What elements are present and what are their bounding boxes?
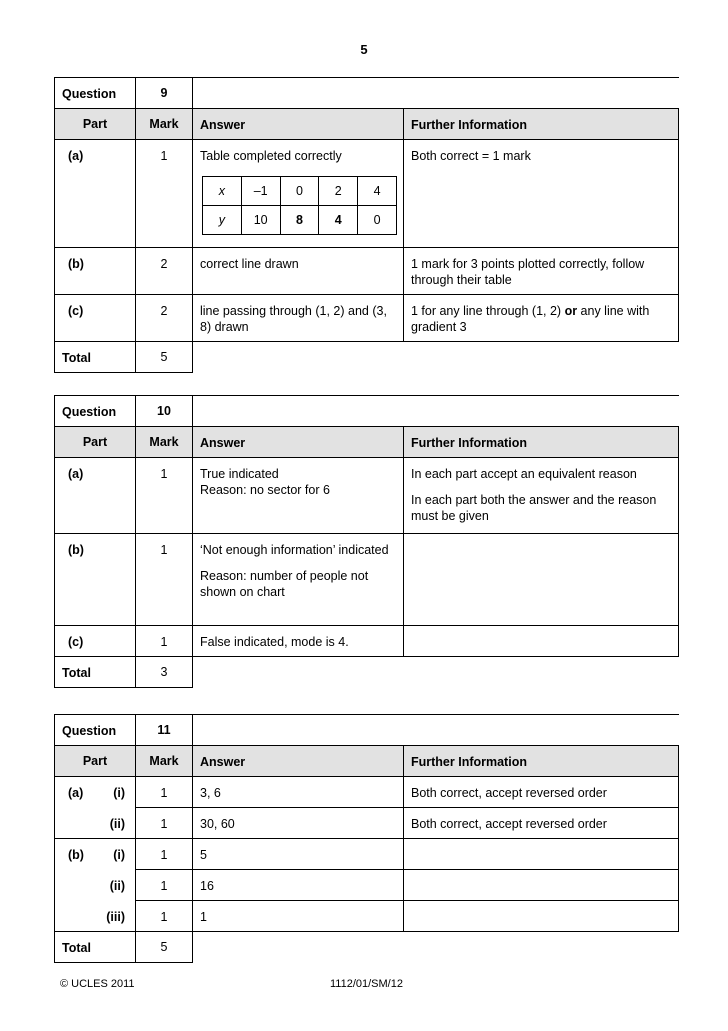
part-header: Part <box>55 746 136 777</box>
part-header: Part <box>55 427 136 458</box>
mark-value: 1 <box>136 458 193 534</box>
document-code: 1112/01/SM/12 <box>330 978 403 990</box>
subpart-label: (ii) <box>109 878 125 893</box>
answer-reason: Reason: no sector for 6 <box>200 483 330 497</box>
question-10-table <box>54 395 679 688</box>
answer-header: Answer <box>193 746 404 777</box>
total-label: Total <box>55 657 136 688</box>
table-row <box>55 248 679 295</box>
mark-value: 1 <box>136 839 193 870</box>
further-info-text <box>404 901 679 932</box>
table-row <box>55 295 679 342</box>
mark-value: 1 <box>136 777 193 808</box>
xy-value-table <box>202 176 397 235</box>
x-value: 2 <box>319 177 358 206</box>
answer-header: Answer <box>193 109 404 140</box>
x-label: x <box>203 177 242 206</box>
table-row <box>55 534 679 626</box>
y-value: 0 <box>358 206 397 235</box>
part-label: (c) <box>68 635 84 649</box>
table-row <box>55 458 679 534</box>
further-info-header: Further Information <box>404 109 679 140</box>
mark-value: 1 <box>136 626 193 657</box>
copyright-notice: © UCLES 2011 <box>60 978 135 990</box>
answer-text: correct line drawn <box>193 248 404 295</box>
subpart-label: (ii) <box>109 816 125 831</box>
further-info-text: Both correct, accept reversed order <box>404 808 679 839</box>
answer-text: False indicated, mode is 4. <box>193 626 404 657</box>
question-number: 11 <box>136 715 193 746</box>
question-9-table <box>54 77 679 373</box>
answer-text: 3, 6 <box>193 777 404 808</box>
question-11-table <box>54 714 679 963</box>
further-info-text: 1 for any line through (1, 2) or any line with gradient 3 <box>404 295 679 342</box>
further-info-header: Further Information <box>404 427 679 458</box>
table-row <box>55 839 679 870</box>
answer-text: True indicated <box>200 467 279 481</box>
further-info-text: Both correct, accept reversed order <box>404 777 679 808</box>
table-row <box>55 870 679 901</box>
x-value: 4 <box>358 177 397 206</box>
table-row <box>55 777 679 808</box>
table-row <box>55 626 679 657</box>
part-label: (c) <box>68 304 84 318</box>
question-label: Question <box>55 396 136 427</box>
mark-value: 1 <box>136 870 193 901</box>
part-label: (a) <box>68 149 84 163</box>
part-label: (b) <box>68 848 84 862</box>
question-label: Question <box>55 715 136 746</box>
mark-header: Mark <box>136 109 193 140</box>
y-value-answer: 8 <box>280 206 319 235</box>
further-info-text: In each part accept an equivalent reason <box>411 467 637 481</box>
part-label: (a) <box>68 467 84 481</box>
answer-text: 1 <box>193 901 404 932</box>
x-value: 0 <box>280 177 319 206</box>
answer-text: Table completed correctly <box>200 149 342 163</box>
total-value: 3 <box>136 657 193 688</box>
further-info-text <box>404 870 679 901</box>
y-value: 10 <box>241 206 280 235</box>
total-value: 5 <box>136 932 193 963</box>
y-label: y <box>203 206 242 235</box>
mark-value: 1 <box>136 534 193 626</box>
table-row <box>55 901 679 932</box>
question-label: Question <box>55 78 136 109</box>
part-label: (a) <box>68 786 84 800</box>
mark-header: Mark <box>136 746 193 777</box>
mark-value: 1 <box>136 808 193 839</box>
subpart-label: (iii) <box>106 909 125 924</box>
table-row <box>55 140 679 248</box>
answer-text: 30, 60 <box>193 808 404 839</box>
part-header: Part <box>55 109 136 140</box>
mark-header: Mark <box>136 427 193 458</box>
answer-text: 16 <box>193 870 404 901</box>
part-label: (b) <box>68 543 84 557</box>
subpart-label: (i) <box>113 786 125 800</box>
answer-reason: Reason: number of people not shown on chart <box>200 569 369 599</box>
mark-value: 2 <box>136 295 193 342</box>
mark-value: 1 <box>136 140 193 248</box>
mark-value: 2 <box>136 248 193 295</box>
mark-value: 1 <box>136 901 193 932</box>
table-row <box>55 808 679 839</box>
answer-text: 5 <box>193 839 404 870</box>
subpart-label: (i) <box>113 848 125 862</box>
answer-text: line passing through (1, 2) and (3, 8) drawn <box>193 295 404 342</box>
further-info-text: 1 mark for 3 points plotted correctly, follow through their table <box>404 248 679 295</box>
question-number: 9 <box>136 78 193 109</box>
further-info-header: Further Information <box>404 746 679 777</box>
y-value-answer: 4 <box>319 206 358 235</box>
question-number: 10 <box>136 396 193 427</box>
further-info-text: In each part both the answer and the reason must be given <box>411 493 657 523</box>
x-value: –1 <box>241 177 280 206</box>
part-label: (b) <box>68 257 84 271</box>
further-info-text: Both correct = 1 mark <box>404 140 679 248</box>
answer-text: ‘Not enough information’ indicated <box>200 543 389 557</box>
total-label: Total <box>55 342 136 373</box>
total-value: 5 <box>136 342 193 373</box>
page-number: 5 <box>360 42 368 57</box>
further-info-text <box>404 839 679 870</box>
answer-header: Answer <box>193 427 404 458</box>
total-label: Total <box>55 932 136 963</box>
